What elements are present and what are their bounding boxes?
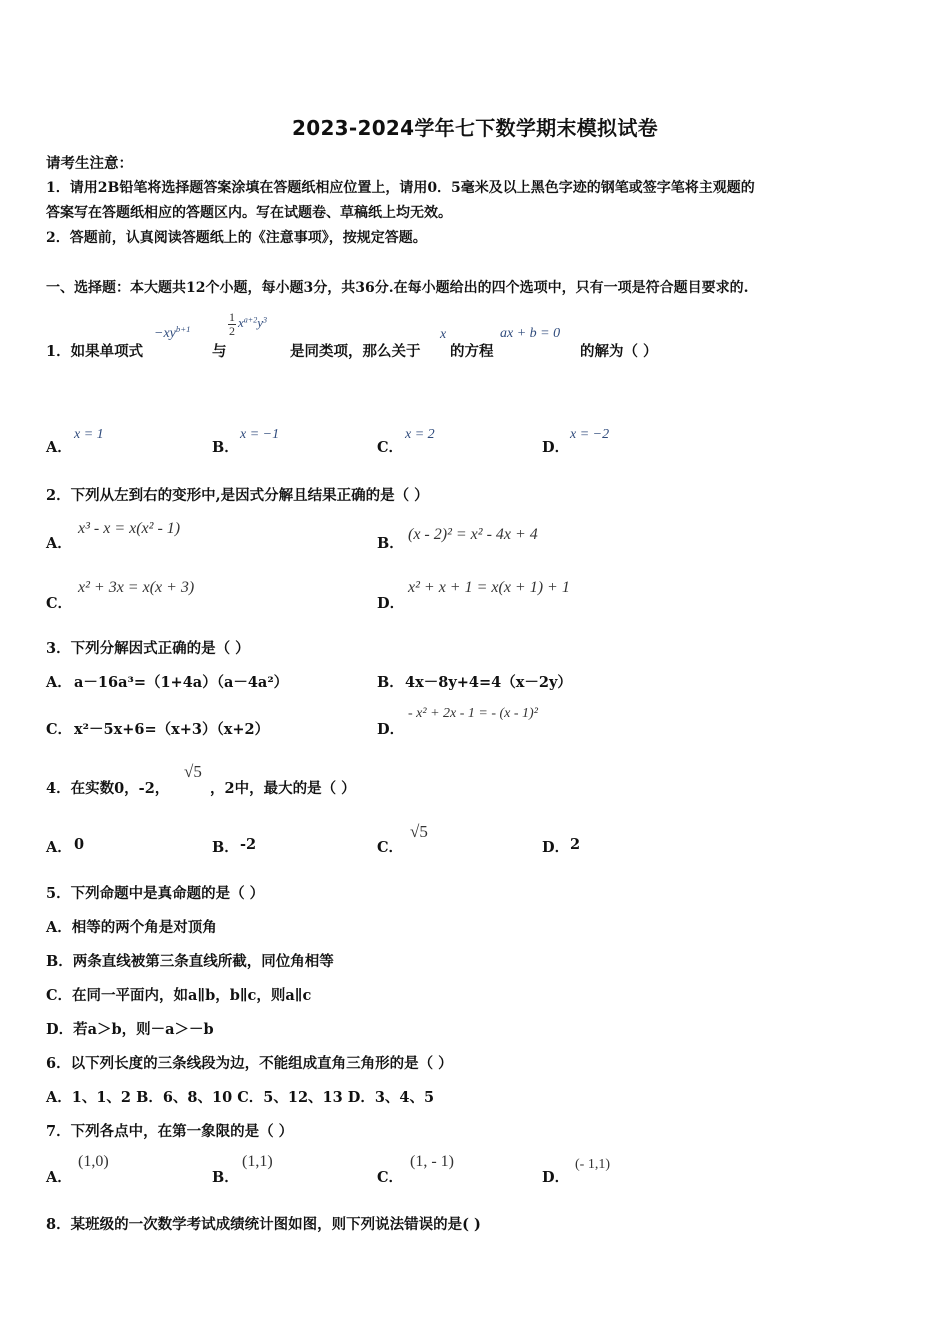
q7-option-c-label[interactable]: C． [377,1169,404,1186]
q7-option-d-label[interactable]: D． [542,1169,570,1186]
q1-variable: x [440,327,447,342]
q7-option-c[interactable]: (1, - 1) [410,1153,454,1170]
q5-option-b[interactable]: B．两条直线被第三条直线所截，同位角相等 [46,953,334,970]
q1-frac-den: 2 [229,324,235,338]
q1-option-d[interactable]: x = −2 [570,427,610,442]
q4-sqrt5: √5 [184,762,202,781]
q2-option-c[interactable]: x² + 3x = x(x + 3) [78,579,195,596]
q1-stem-part4: 的方程 [450,343,494,360]
q3-option-a[interactable]: a－16a³=（1+4a）（a－4a²） [74,674,289,691]
q4-option-a-label[interactable]: A． [46,839,72,856]
q1-option-d-label[interactable]: D． [542,439,570,456]
q2-option-a-label[interactable]: A． [46,535,72,552]
q1-option-a-label[interactable]: A． [46,439,72,456]
q7-option-d[interactable]: (- 1,1) [575,1157,610,1172]
q3-option-b[interactable]: 4x－8y+4=4（x－2y） [405,674,572,691]
q3-option-d[interactable]: - x² + 2x - 1 = - (x - 1)² [408,706,538,721]
q2-option-b-label[interactable]: B． [377,535,404,552]
q3-option-c[interactable]: x²－5x+6=（x+3）（x+2） [74,721,270,738]
section-heading: 一、选择题：本大题共12个小题，每小题3分，共36分.在每小题给出的四个选项中，只有一项是符合题目要求的. [46,280,749,296]
q4-stem-part2: ，2中，最大的是（ ） [210,780,356,797]
q1-frac-num: 1 [229,310,235,324]
q1-monomial-1: $-xy^{b+1}$ [154,324,191,341]
q5-stem: 5．下列命题中是真命题的是（ ） [46,885,265,902]
notice-line-3: 2．答题前，认真阅读答题纸上的《注意事项》，按规定答题。 [46,230,427,246]
q5-option-c[interactable]: C．在同一平面内，如a∥b，b∥c，则a∥c [46,987,312,1004]
q1-stem-part1: 1．如果单项式 [46,343,144,360]
q1-equation: ax + b = 0 [500,326,561,341]
q5-option-a[interactable]: A．相等的两个角是对顶角 [46,919,217,936]
q7-option-a-label[interactable]: A． [46,1169,72,1186]
q4-option-a[interactable]: 0 [74,836,85,853]
q4-option-b[interactable]: -2 [240,836,257,853]
q2-stem: 2．下列从左到右的变形中,是因式分解且结果正确的是（ ） [46,487,429,504]
q4-option-d-label[interactable]: D． [542,839,570,856]
q3-stem: 3．下列分解因式正确的是（ ） [46,640,250,657]
q4-option-c[interactable]: √5 [410,822,428,841]
notice-heading: 请考生注意： [46,155,133,172]
q2-option-c-label[interactable]: C． [46,595,73,612]
q7-option-a[interactable]: (1,0) [78,1153,109,1170]
q3-option-a-label[interactable]: A． [46,674,72,691]
q1-option-c[interactable]: x = 2 [405,427,435,442]
page-title: 2023-2024学年七下数学期末模拟试卷 [292,116,658,140]
q1-option-b-label[interactable]: B． [212,439,239,456]
q1-stem-part2: 与 [212,343,227,360]
q4-option-c-label[interactable]: C． [377,839,404,856]
notice-line-2: 答案写在答题纸相应的答题区内。写在试题卷、草稿纸上均无效。 [46,205,452,221]
q2-option-d-label[interactable]: D． [377,595,405,612]
q1-monomial-2: 1 2 $x^{a+2}y^3$ [229,310,268,338]
q2-option-d[interactable]: x² + x + 1 = x(x + 1) + 1 [408,579,570,596]
q1-option-b[interactable]: x = −1 [240,427,280,442]
q3-option-c-label[interactable]: C． [46,721,73,738]
q2-option-a[interactable]: x³ - x = x(x² - 1) [78,520,181,537]
q3-option-b-label[interactable]: B． [377,674,404,691]
q7-option-b[interactable]: (1,1) [242,1153,273,1170]
q3-option-d-label[interactable]: D． [377,721,405,738]
q7-stem: 7．下列各点中，在第一象限的是（ ） [46,1123,294,1140]
q6-stem: 6．以下列长度的三条线段为边，不能组成直角三角形的是（ ） [46,1055,453,1072]
q1-stem-part5: 的解为（ ） [580,343,658,360]
q4-stem-part1: 4．在实数0，-2， [46,780,170,797]
q5-option-d[interactable]: D．若a＞b，则－a＞－b [46,1021,214,1038]
q6-options[interactable]: A．1、1、2 B．6、8、10 C．5、12、13 D．3、4、5 [46,1089,435,1106]
q2-option-b[interactable]: (x - 2)² = x² - 4x + 4 [408,526,538,543]
q1-option-c-label[interactable]: C． [377,439,404,456]
q8-stem: 8．某班级的一次数学考试成绩统计图如图，则下列说法错误的是( ) [46,1216,481,1233]
notice-line-1: 1．请用2B铅笔将选择题答案涂填在答题纸相应位置上，请用0．5毫米及以上黑色字迹的钢笔或签字笔将主观题的 [46,180,755,196]
q1-stem-part3: 是同类项，那么关于 [290,343,421,360]
q4-option-d[interactable]: 2 [570,836,581,853]
q1-option-a[interactable]: x = 1 [74,427,104,442]
q4-option-b-label[interactable]: B． [212,839,239,856]
q7-option-b-label[interactable]: B． [212,1169,239,1186]
